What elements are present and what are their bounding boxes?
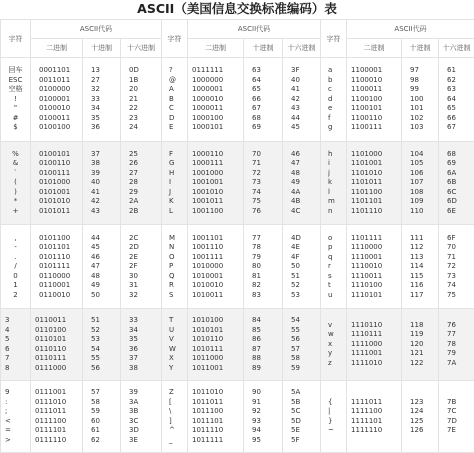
table-row [1,58,474,142]
char-cell: Z [ \ ] ^ _ [162,381,188,453]
dec-header-1: 十进制 [83,39,121,58]
hex-cell: 54 55 56 57 58 59 [283,309,321,381]
hex-cell: 39 3A 3B 3C 3D 3E [121,381,162,453]
binary-cell: 0111111 1000000 1000001 1000010 1000011 1000100 1000101 [188,58,244,142]
decimal-cell: 90 91 92 93 94 95 [244,381,283,453]
char-header-3: 字符 [321,20,347,58]
hex-cell: 76 77 78 79 7A [439,309,474,381]
binary-cell: 1110110 1110111 1111000 1111001 1111010 [347,309,402,381]
table-row [1,225,474,309]
char-cell: 回车 ESC 空格 ! " # $ [1,58,31,142]
dec-header-2: 十进制 [244,39,283,58]
char-cell: , - . / 0 1 2 [1,225,31,309]
binary-cell: 0111001 0111010 0111011 0111100 0111101 0111110 [31,381,83,453]
hex-cell: 46 47 48 49 4A 4B 4C [283,141,321,225]
char-cell: % & ` ( ) * + [1,141,31,225]
decimal-cell: 104 105 106 107 108 109 110 [402,141,439,225]
binary-cell: 1101000 1101001 1101010 1101011 1101100 1101101 1101110 [347,141,402,225]
header-row-1 [1,20,474,39]
table-row [1,309,474,381]
hex-cell: 61 62 63 64 65 66 67 [439,58,474,142]
header-row-2 [1,39,474,58]
hex-cell: 33 34 35 36 37 38 [121,309,162,381]
code-header-3: ASCII代码 [347,20,474,39]
table-row [1,381,474,453]
bin-header-3: 二进制 [347,39,402,58]
hex-cell: 2C 2D 2E 2F 30 31 32 [121,225,162,309]
binary-cell: 1001101 1001110 1001111 1010000 1010001 1010010 1010011 [188,225,244,309]
char-cell: M N O P Q R S [162,225,188,309]
table-row [1,141,474,225]
hex-cell: 4D 4E 4F 50 51 52 53 [283,225,321,309]
char-cell: { | } ~ [321,381,347,453]
ascii-table [0,19,474,453]
char-cell: v w x y z [321,309,347,381]
binary-cell: 1000110 1000111 1001000 1001001 1001010 1001011 1001100 [188,141,244,225]
hex-cell: 6F 70 71 72 73 74 75 [439,225,474,309]
decimal-cell: 37 38 39 40 41 42 43 [83,141,121,225]
char-header-2: 字符 [162,20,188,58]
decimal-cell: 13 27 32 33 34 35 36 [83,58,121,142]
decimal-cell: 97 98 99 100 101 102 103 [402,58,439,142]
hex-header-3: 十六进制 [439,39,474,58]
char-cell: ? @ A B C D E [162,58,188,142]
char-cell: h i j k l m n [321,141,347,225]
char-cell: a b c d e f g [321,58,347,142]
char-cell: F G H I J K L [162,141,188,225]
bin-header-1: 二进制 [31,39,83,58]
hex-header-1: 十六进制 [121,39,162,58]
char-cell: 3 4 5 6 7 8 [1,309,31,381]
decimal-cell: 70 71 72 73 74 75 76 [244,141,283,225]
hex-cell: 25 26 27 28 29 2A 2B [121,141,162,225]
page-title: ASCII（美国信息交换标准编码）表 [137,1,337,16]
binary-cell: 0110011 0110100 0110101 0110110 0110111 0111000 [31,309,83,381]
bin-header-2: 二进制 [188,39,244,58]
binary-cell: 1010100 1010101 1010110 1010111 1011000 1011001 [188,309,244,381]
binary-cell: 0101100 0101101 0101110 0101111 0110000 0110001 0110010 [31,225,83,309]
char-header-1: 字符 [1,20,31,58]
decimal-cell: 111 112 113 114 115 116 117 [402,225,439,309]
decimal-cell: 77 78 79 80 81 82 83 [244,225,283,309]
binary-cell: 0001101 0011011 0100000 0100001 0100010 0100011 0100100 [31,58,83,142]
hex-cell: 3F 40 41 42 43 44 45 [283,58,321,142]
decimal-cell: 57 58 59 60 61 62 [83,381,121,453]
char-cell: T U V W X Y [162,309,188,381]
decimal-cell: 63 64 65 66 67 68 69 [244,58,283,142]
hex-cell: 0D 1B 20 21 22 23 24 [121,58,162,142]
hex-cell: 5A 5B 5C 5D 5E 5F [283,381,321,453]
binary-cell: 0100101 0100110 0100111 0101000 0101001 0101010 0101011 [31,141,83,225]
decimal-cell: 51 52 53 54 55 56 [83,309,121,381]
char-cell: o p q r s t u [321,225,347,309]
code-header-1: ASCII代码 [31,20,162,39]
hex-header-2: 十六进制 [283,39,321,58]
decimal-cell: 84 85 86 87 88 89 [244,309,283,381]
decimal-cell: 118 119 120 121 122 [402,309,439,381]
binary-cell: 1101111 1110000 1110001 1110010 1110011 1110100 1110101 [347,225,402,309]
decimal-cell: 123 124 125 126 [402,381,439,453]
binary-cell: 1011010 1011011 1011100 1011101 1011110 1011111 [188,381,244,453]
hex-cell: 7B 7C 7D 7E [439,381,474,453]
binary-cell: 1100001 1100010 1100011 1100100 1100101 1100110 1100111 [347,58,402,142]
binary-cell: 1111011 1111100 1111101 1111110 [347,381,402,453]
code-header-2: ASCII代码 [188,20,321,39]
dec-header-3: 十进制 [402,39,439,58]
hex-cell: 68 69 6A 6B 6C 6D 6E [439,141,474,225]
decimal-cell: 44 45 46 47 48 49 50 [83,225,121,309]
char-cell: 9 : ; < = > [1,381,31,453]
